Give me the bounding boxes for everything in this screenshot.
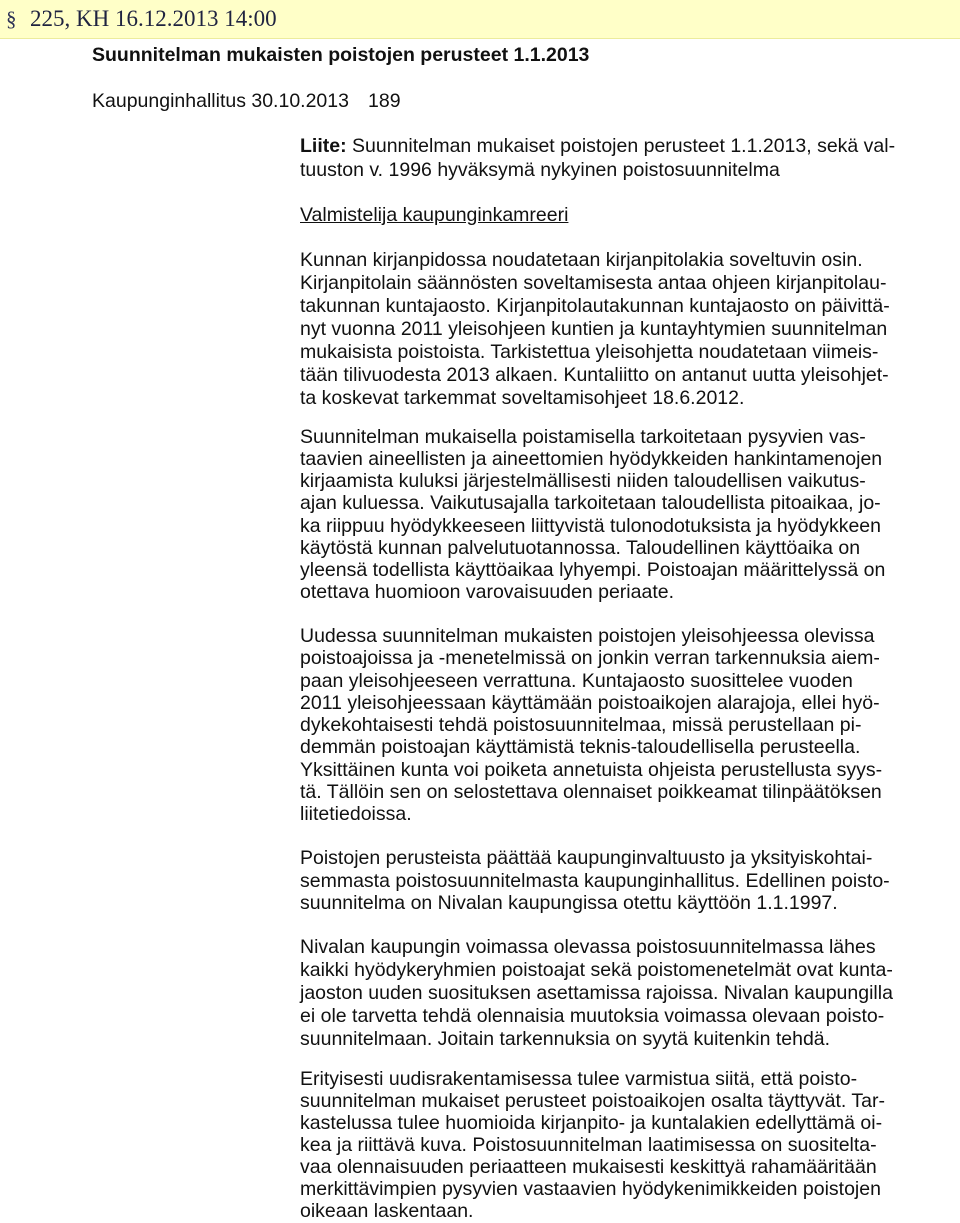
paragraph-line: ta koskevat tarkemmat soveltamisohjeet 18.6.2012.	[300, 387, 745, 409]
attachment-line: tuuston v. 1996 hyväksymä nykyinen poistosuunnitelma	[300, 159, 780, 181]
paragraph-line: dykekohtaisesti tehdä poistosuunnitelmaa, missä perustellaan pi-	[300, 714, 862, 736]
paragraph-line: Suunnitelman mukaisella poistamisella tarkoitetaan pysyvien vas-	[300, 426, 866, 448]
paragraph-line: semmasta poistosuunnitelmasta kaupunginhallitus. Edellinen poisto-	[300, 869, 890, 892]
paragraph-line: Poistojen perusteista päättää kaupunginvaltuusto ja yksityiskohtai-	[300, 847, 873, 869]
paragraph-line: kastelussa tulee huomioida kirjanpito- ja kuntalakien edellyttämä oi-	[300, 1112, 883, 1134]
paragraph-line: mukaisista poistoista. Tarkistettua yleisohjetta noudatetaan viimeis-	[300, 341, 879, 363]
paragraph-line: Nivalan kaupungin voimassa olevassa poistosuunnitelmassa lähes	[300, 936, 876, 958]
paragraph-line: Uudessa suunnitelman mukaisten poistojen yleisohjeessa olevissa	[300, 625, 875, 647]
paragraph-line: 2011 yleisohjeessaan käyttämään poistoaikojen alarajoja, ellei hyö-	[300, 691, 880, 714]
paragraph-3	[300, 626, 882, 824]
paragraph-line: oikeaan laskentaan.	[300, 1200, 474, 1222]
document-header-bar	[0, 0, 960, 39]
header-bar-title: 225, KH 16.12.2013 14:00	[30, 6, 277, 31]
attachment-info	[300, 136, 895, 180]
attachment-line	[300, 136, 895, 156]
paragraph-line: suunnitelma on Nivalan kaupungissa otettu käyttöön 1.1.1997.	[300, 892, 838, 914]
paragraph-line: käytöstä kunnan palvelutuotannossa. Taloudellinen käyttöaika on	[300, 536, 861, 559]
paragraph-line: ajan kuluessa. Vaikutusajalla tarkoitetaan taloudellista pitoaikaa, jo-	[300, 492, 881, 515]
paragraph-line: yleensä todellista käyttöaikaa lyhyempi. Poistoajan määrittelyssä on	[300, 558, 886, 581]
paragraph-line: vaa olennaisuuden periaatteen mukaisesti keskittyä rahamääritään	[300, 1156, 877, 1178]
section-symbol: §	[6, 7, 17, 31]
paragraph-line: paan yleisohjeeseen verrattuna. Kuntajaosto suosittelee vuoden	[300, 669, 853, 692]
paragraph-5	[300, 937, 893, 1049]
paragraph-line: Kirjanpitolain säännösten soveltamisesta antaa ohjeen kirjanpitolau-	[300, 272, 887, 294]
paragraph-line: kea ja riittävä kuva. Poistosuunnitelman laatimisessa on suositelta-	[300, 1134, 877, 1156]
paragraph-line: ei ole tarvetta tehdä olennaisia muutoksia voimassa olevaan poisto-	[300, 1005, 885, 1027]
attachment-text: Suunnitelman mukaiset poistojen perusteet 1.1.2013, sekä val-	[352, 135, 896, 157]
paragraph-line: tä. Tällöin sen on selostettava olennaiset poikkeamat tilinpäätöksen	[300, 780, 882, 803]
paragraph-line: tään tilivuodesta 2013 alkaen. Kuntaliitto on antanut uutta yleisohjet-	[300, 364, 889, 386]
paragraph-line: poistoajoissa ja -menetelmissä on jonkin verran tarkennuksia aiem-	[300, 647, 880, 670]
paragraph-line: Erityisesti uudisrakentamisessa tulee varmistua siitä, että poisto-	[300, 1068, 858, 1090]
section-number: 189	[368, 90, 401, 112]
attachment-label: Liite:	[300, 135, 347, 157]
paragraph-line: taavien aineellisten ja aineettomien hyödykkeiden hankintamenojen	[300, 448, 883, 471]
paragraph-4	[300, 848, 890, 913]
paragraph-line: takunnan kuntajaosto. Kirjanpitolautakunnan kuntajaosto on päivittä-	[300, 295, 890, 317]
paragraph-line: merkittävimpien pysyvien vastaavien hyödykenimikkeiden poistojen	[300, 1178, 881, 1200]
document-title: Suunnitelman mukaisten poistojen perusteet 1.1.2013	[92, 44, 590, 66]
meeting-info: Kaupunginhallitus 30.10.2013	[92, 90, 349, 112]
paragraph-line: suunnitelman mukaiset perusteet poistoaikojen osalta täyttyvät. Tar-	[300, 1090, 885, 1112]
paragraph-line: Yksittäinen kunta voi poiketa annetuista ohjeista perustellusta syys-	[300, 758, 883, 781]
paragraph-line: kaikki hyödykeryhmien poistoajat sekä poistomenetelmät ovat kunta-	[300, 959, 893, 981]
paragraph-line: suunnitelmaan. Joitain tarkennuksia on syytä kuitenkin tehdä.	[300, 1028, 831, 1050]
paragraph-line: demmän poistoajan käyttämistä teknis-taloudellisella perusteella.	[300, 736, 861, 759]
paragraph-line: Kunnan kirjanpidossa noudatetaan kirjanpitolakia soveltuvin osin.	[300, 249, 863, 271]
paragraph-2	[300, 427, 885, 602]
paragraph-line: ka riippuu hyödykkeeseen liittyvistä tulonodotuksista ja hyödykkeen	[300, 514, 882, 537]
paragraph-line: jaoston uuden suosituksen asettamissa rajoissa. Nivalan kaupungilla	[300, 982, 893, 1004]
preparer: Valmistelija kaupunginkamreeri	[300, 204, 569, 226]
paragraph-line: otettava huomioon varovaisuuden periaate.	[300, 580, 675, 603]
paragraph-line: nyt vuonna 2011 yleisohjeen kuntien ja kuntayhtymien suunnitelman	[300, 318, 888, 340]
paragraph-line: kirjaamista kuluksi järjestelmällisesti niiden taloudellisen vaikutus-	[300, 470, 866, 493]
paragraph-6	[300, 1069, 885, 1221]
paragraph-1	[300, 250, 890, 408]
paragraph-line: liitetiedoissa.	[300, 803, 412, 825]
